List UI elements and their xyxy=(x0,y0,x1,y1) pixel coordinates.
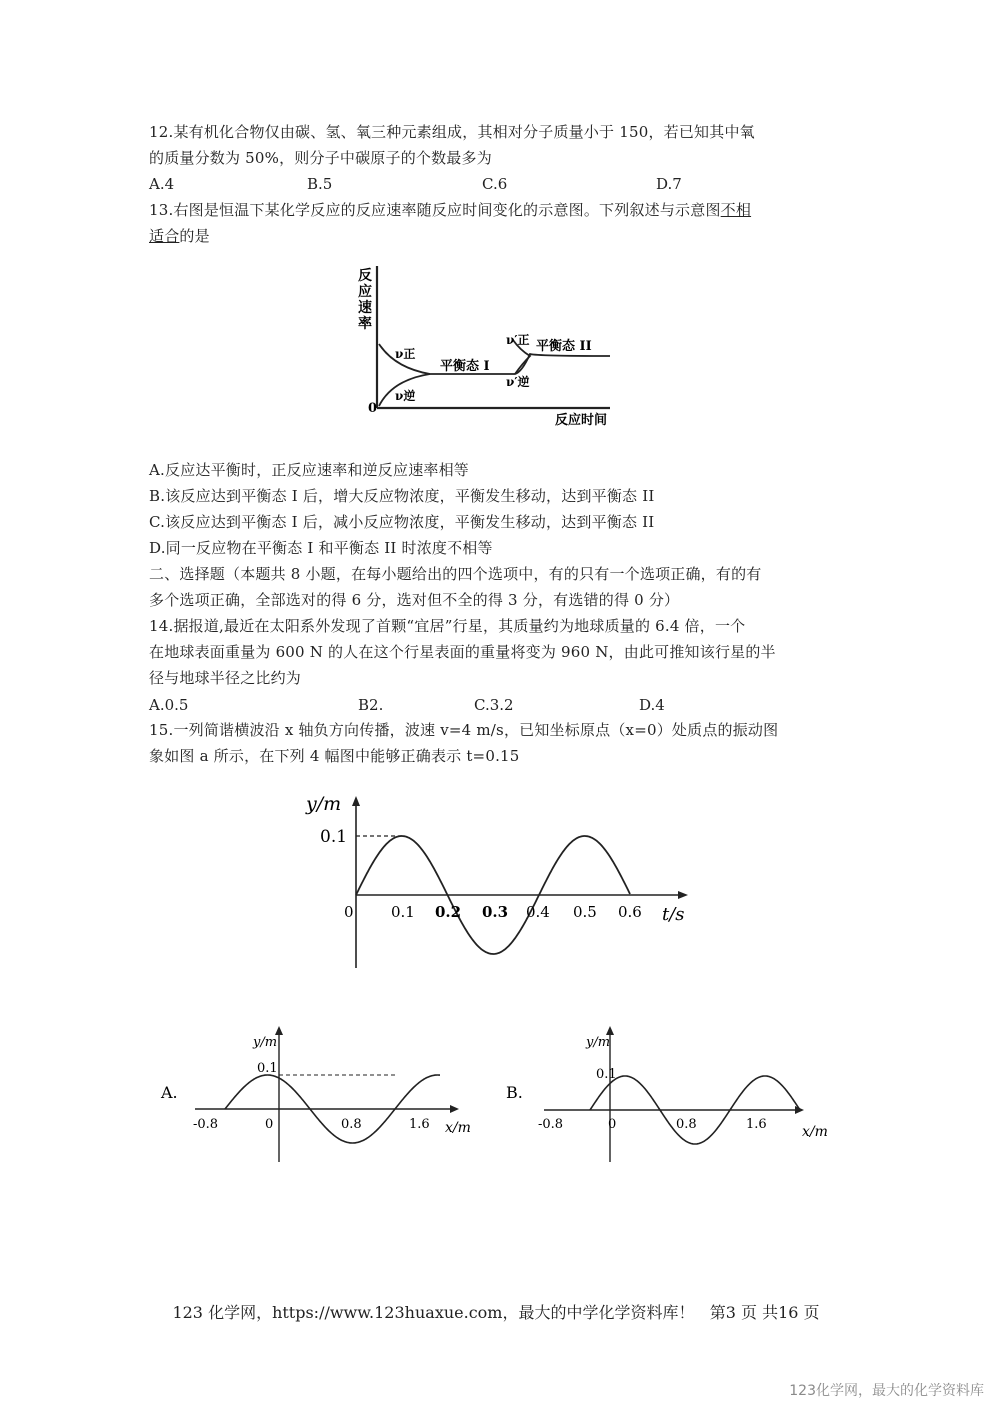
q13-option-c: C.该反应达到平衡态 I 后，减小反应物浓度，平衡发生移动，达到平衡态 II xyxy=(149,513,655,531)
graph-a-tick-4: 0.4 xyxy=(526,903,550,921)
q13-line2: 适合的是 xyxy=(149,227,210,245)
graph-a-tick-3: 0.3 xyxy=(482,903,509,921)
rate-xlabel: 反应时间 xyxy=(555,413,608,428)
q12-option-d: D.7 xyxy=(656,175,682,193)
graph-B-tick-2: 0.8 xyxy=(676,1117,697,1132)
graph-B-y-arrow xyxy=(606,1026,614,1035)
graph-a-tick-1: 0.1 xyxy=(391,903,415,921)
rate-origin: 0 xyxy=(368,401,378,416)
footer-page: 第3 页 共16 页 xyxy=(709,1303,820,1322)
v-forward-label: ν正 xyxy=(395,347,416,361)
graph-B-ylabel: y/m xyxy=(586,1035,611,1050)
state2-label: 平衡态 II xyxy=(536,339,592,354)
q14-line2: 在地球表面重量为 600 N 的人在这个行星表面的重量将变为 960 N，由此可推知该行星的半 xyxy=(149,643,776,661)
graph-a-tick-6: 0.6 xyxy=(618,903,642,921)
watermark: 123化学网，最大的化学资料库 xyxy=(789,1383,984,1399)
graph-A-tick-3: 1.6 xyxy=(409,1117,430,1132)
q13-option-b: B.该反应达到平衡态 I 后，增大反应物浓度，平衡发生移动，达到平衡态 II xyxy=(149,487,655,505)
q14-option-b: B2. xyxy=(358,696,384,714)
graph-A-x-arrow xyxy=(450,1105,459,1113)
graph-A-label: A. xyxy=(161,1083,178,1102)
q15-line1: 15.一列简谐横波沿 x 轴负方向传播，波速 v=4 m/s，已知坐标原点（x=0）处质点的振动图 xyxy=(149,721,779,739)
footer-text: 123 化学网，https://www.123huaxue.com，最大的中学化学资料库！ xyxy=(172,1303,695,1322)
rate-ylabel-char2: 应 xyxy=(358,284,372,300)
section2-line2: 多个选项正确，全部选对的得 6 分，选对但不全的得 3 分，有选错的得 0 分） xyxy=(149,591,680,609)
state1-label: 平衡态 I xyxy=(440,359,490,374)
q12-line1: 12.某有机化合物仅由碳、氢、氧三种元素组成，其相对分子质量小于 150，若已知其中氧 xyxy=(149,123,755,141)
graph-B-tick-1: 0 xyxy=(608,1117,617,1132)
q14-line3: 径与地球半径之比约为 xyxy=(149,669,302,687)
section2-line1: 二、选择题（本题共 8 小题，在每小题给出的四个选项中，有的只有一个选项正确，有的有 xyxy=(149,565,762,583)
vibration-graph-a xyxy=(290,780,710,980)
graph-A-xlabel: x/m xyxy=(445,1120,471,1136)
q12-option-c: C.6 xyxy=(482,175,508,193)
graph-A-ylabel: y/m xyxy=(253,1035,278,1050)
graph-B-tick-3: 1.6 xyxy=(746,1117,767,1132)
graph-a-tick-2: 0.2 xyxy=(435,903,462,921)
graph-a-amp: 0.1 xyxy=(320,827,348,847)
graph-a-tick-5: 0.5 xyxy=(573,903,597,921)
rate-ylabel-char1: 反 xyxy=(358,268,372,284)
q12-line2: 的质量分数为 50%，则分子中碳原子的个数最多为 xyxy=(149,149,492,167)
q12-option-b: B.5 xyxy=(307,175,333,193)
wave-graph-option-a xyxy=(155,1020,485,1170)
graph-a-ylabel: y/m xyxy=(306,793,342,815)
rate-ylabel-char3: 速 xyxy=(358,300,372,316)
graph-A-tick-1: 0 xyxy=(265,1117,274,1132)
q14-option-d: D.4 xyxy=(639,696,665,714)
graph-a-xlabel: t/s xyxy=(662,904,685,925)
rate-ylabel-char4: 率 xyxy=(358,316,372,332)
v-reverse2-label: ν′逆 xyxy=(506,375,530,389)
graph-B-amp: 0.1 xyxy=(596,1067,617,1082)
graph-A-y-arrow xyxy=(275,1026,283,1035)
q14-option-c: C.3.2 xyxy=(474,696,514,714)
graph-a-y-arrow xyxy=(352,796,360,806)
q15-line2: 象如图 a 所示，在下列 4 幅图中能够正确表示 t=0.15 xyxy=(149,747,520,765)
graph-B-label: B. xyxy=(506,1083,523,1102)
page-footer xyxy=(0,1300,992,1323)
graph-a-tick-0: 0 xyxy=(344,903,354,921)
q13-line1: 13.右图是恒温下某化学反应的反应速率随反应时间变化的示意图。下列叙述与示意图不相 xyxy=(149,201,752,219)
q12-option-a: A.4 xyxy=(149,175,175,193)
q13-option-d: D.同一反应物在平衡态 I 和平衡态 II 时浓度不相等 xyxy=(149,539,493,557)
q14-line1: 14.据报道,最近在太阳系外发现了首颗“宜居”行星，其质量约为地球质量的 6.4 倍，一个 xyxy=(149,617,746,635)
q13-option-a: A.反应达平衡时，正反应速率和逆反应速率相等 xyxy=(149,461,470,479)
graph-A-amp: 0.1 xyxy=(257,1061,278,1076)
graph-a-x-arrow xyxy=(678,891,688,899)
graph-B-tick-0: -0.8 xyxy=(538,1117,564,1132)
graph-A-tick-2: 0.8 xyxy=(341,1117,362,1132)
wave-graph-option-b xyxy=(500,1020,840,1170)
graph-B-xlabel: x/m xyxy=(802,1124,828,1140)
v-forward2-label: ν′正 xyxy=(506,333,530,347)
rate-time-figure xyxy=(340,258,630,438)
q14-option-a: A.0.5 xyxy=(149,696,189,714)
graph-A-tick-0: -0.8 xyxy=(193,1117,219,1132)
v-reverse-label: ν逆 xyxy=(395,389,416,403)
